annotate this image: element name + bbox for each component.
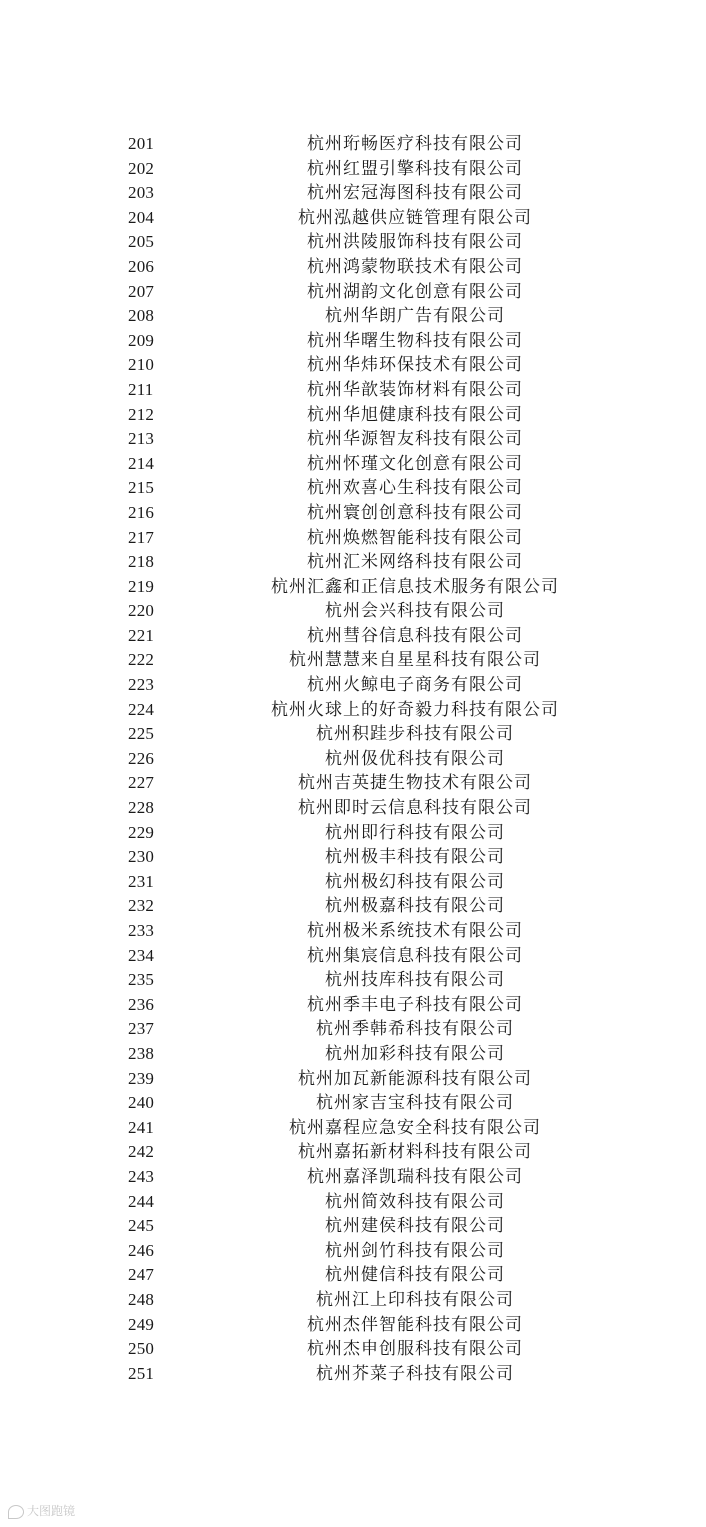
company-name: 杭州健信科技有限公司 [325, 1265, 505, 1286]
list-item [0, 353, 706, 378]
company-name: 杭州泓越供应链管理有限公司 [298, 207, 532, 228]
company-name: 杭州集宸信息科技有限公司 [307, 945, 523, 966]
list-item [0, 181, 706, 206]
row-number: 249 [128, 1314, 155, 1334]
row-number: 226 [128, 748, 155, 768]
company-name: 杭州洪陵服饰科技有限公司 [307, 232, 523, 253]
list-item [0, 1042, 706, 1067]
row-number: 229 [128, 822, 155, 842]
company-name: 杭州华朗广告有限公司 [325, 306, 505, 327]
row-number: 248 [128, 1289, 155, 1309]
list-item [0, 821, 706, 846]
row-number: 244 [128, 1191, 155, 1211]
list-item [0, 1362, 706, 1387]
company-name: 杭州简效科技有限公司 [325, 1191, 505, 1212]
company-name: 杭州即时云信息科技有限公司 [298, 798, 532, 819]
company-name: 杭州杰伴智能科技有限公司 [307, 1314, 523, 1335]
company-name: 杭州湖韵文化创意有限公司 [307, 281, 523, 302]
list-item [0, 329, 706, 354]
row-number: 228 [128, 798, 155, 818]
row-number: 232 [128, 896, 155, 916]
list-item [0, 206, 706, 231]
row-number: 223 [128, 675, 155, 695]
row-number: 237 [128, 1019, 155, 1039]
row-number: 221 [128, 625, 155, 645]
row-number: 239 [128, 1068, 155, 1088]
company-name: 杭州汇米网络科技有限公司 [307, 552, 523, 573]
row-number: 216 [128, 502, 155, 522]
row-number: 242 [128, 1142, 155, 1162]
company-name: 杭州火球上的好奇毅力科技有限公司 [271, 699, 559, 720]
row-number: 211 [128, 379, 154, 399]
company-name: 杭州华旭健康科技有限公司 [307, 404, 523, 425]
list-item [0, 230, 706, 255]
company-name: 杭州吉英捷生物技术有限公司 [298, 773, 532, 794]
company-name: 杭州华歆装饰材料有限公司 [307, 379, 523, 400]
list-item [0, 526, 706, 551]
row-number: 240 [128, 1093, 155, 1113]
row-number: 238 [128, 1043, 155, 1063]
company-name: 杭州江上印科技有限公司 [316, 1289, 514, 1310]
company-name: 杭州华炜环保技术有限公司 [307, 355, 523, 376]
list-item [0, 698, 706, 723]
company-name: 杭州建侯科技有限公司 [325, 1216, 505, 1237]
row-number: 215 [128, 478, 155, 498]
list-item [0, 1263, 706, 1288]
list-item [0, 722, 706, 747]
list-item [0, 870, 706, 895]
list-item [0, 1313, 706, 1338]
row-number: 205 [128, 232, 155, 252]
weibo-icon [8, 1505, 24, 1519]
company-name: 杭州积跬步科技有限公司 [316, 724, 514, 745]
row-number: 202 [128, 158, 155, 178]
list-item [0, 624, 706, 649]
row-number: 250 [128, 1339, 155, 1359]
list-item [0, 1165, 706, 1190]
company-list [0, 132, 706, 1386]
list-item [0, 501, 706, 526]
row-number: 213 [128, 429, 155, 449]
list-item [0, 968, 706, 993]
company-name: 杭州鸿蒙物联技术有限公司 [307, 256, 523, 277]
list-item [0, 845, 706, 870]
row-number: 214 [128, 453, 155, 473]
company-name: 杭州汇鑫和正信息技术服务有限公司 [271, 576, 559, 597]
row-number: 218 [128, 552, 155, 572]
company-name: 杭州会兴科技有限公司 [325, 601, 505, 622]
company-name: 杭州彗谷信息科技有限公司 [307, 625, 523, 646]
list-item [0, 599, 706, 624]
row-number: 219 [128, 576, 155, 596]
row-number: 210 [128, 355, 155, 375]
company-name: 杭州极丰科技有限公司 [325, 847, 505, 868]
row-number: 209 [128, 330, 155, 350]
company-name: 杭州剑竹科技有限公司 [325, 1240, 505, 1261]
list-item [0, 1116, 706, 1141]
row-number: 201 [128, 134, 155, 153]
company-name: 杭州加彩科技有限公司 [325, 1043, 505, 1064]
row-number: 208 [128, 306, 155, 326]
row-number: 245 [128, 1216, 155, 1236]
row-number: 236 [128, 994, 155, 1014]
company-name: 杭州宏冠海图科技有限公司 [307, 183, 523, 204]
row-number: 235 [128, 970, 155, 990]
list-item [0, 673, 706, 698]
company-name: 杭州季韩希科技有限公司 [316, 1019, 514, 1040]
list-item [0, 894, 706, 919]
watermark [8, 1502, 75, 1519]
company-name: 杭州极嘉科技有限公司 [325, 896, 505, 917]
row-number: 220 [128, 601, 155, 621]
list-item [0, 304, 706, 329]
list-item [0, 132, 706, 157]
company-name: 杭州嘉泽凯瑞科技有限公司 [307, 1166, 523, 1187]
row-number: 212 [128, 404, 155, 424]
list-item [0, 648, 706, 673]
list-item [0, 1337, 706, 1362]
row-number: 233 [128, 921, 155, 940]
row-number: 243 [128, 1166, 155, 1186]
company-name: 杭州焕燃智能科技有限公司 [307, 527, 523, 548]
row-number: 230 [128, 847, 155, 867]
list-item [0, 993, 706, 1018]
row-number: 204 [128, 207, 155, 227]
company-name: 杭州即行科技有限公司 [325, 822, 505, 843]
company-name: 杭州寰创创意科技有限公司 [307, 502, 523, 523]
list-item [0, 452, 706, 477]
row-number: 251 [128, 1363, 155, 1383]
list-item [0, 427, 706, 452]
list-item [0, 255, 706, 280]
company-name: 杭州珩畅医疗科技有限公司 [307, 134, 523, 154]
company-name: 杭州芥菜子科技有限公司 [316, 1363, 514, 1384]
list-item [0, 1288, 706, 1313]
list-item [0, 1067, 706, 1092]
list-item [0, 280, 706, 305]
row-number: 246 [128, 1240, 155, 1260]
list-item [0, 944, 706, 969]
list-item [0, 1239, 706, 1264]
list-item [0, 796, 706, 821]
company-name: 杭州杰申创服科技有限公司 [307, 1339, 523, 1360]
list-item [0, 476, 706, 501]
company-name: 杭州嘉程应急安全科技有限公司 [289, 1117, 541, 1138]
list-item [0, 1190, 706, 1215]
row-number: 203 [128, 183, 155, 203]
company-name: 杭州季丰电子科技有限公司 [307, 994, 523, 1015]
row-number: 206 [128, 256, 155, 276]
row-number: 217 [128, 527, 155, 547]
row-number: 207 [128, 281, 155, 301]
company-name: 杭州慧慧来自星星科技有限公司 [289, 650, 541, 671]
list-item [0, 1091, 706, 1116]
company-name: 杭州技库科技有限公司 [325, 970, 505, 991]
row-number: 231 [128, 871, 155, 891]
row-number: 225 [128, 724, 155, 744]
company-name: 杭州华曙生物科技有限公司 [307, 330, 523, 351]
row-number: 227 [128, 773, 155, 793]
list-item [0, 747, 706, 772]
company-name: 杭州红盟引擎科技有限公司 [307, 158, 523, 179]
company-name: 杭州火鲸电子商务有限公司 [307, 675, 523, 696]
list-item [0, 919, 706, 944]
company-name: 杭州华源智友科技有限公司 [307, 429, 523, 450]
row-number: 241 [128, 1117, 155, 1137]
company-name: 杭州欢喜心生科技有限公司 [307, 478, 523, 499]
list-item [0, 378, 706, 403]
list-item [0, 403, 706, 428]
list-item [0, 550, 706, 575]
company-name: 杭州极幻科技有限公司 [325, 871, 505, 892]
row-number: 234 [128, 945, 155, 965]
list-item [0, 1017, 706, 1042]
company-name: 杭州家吉宝科技有限公司 [316, 1093, 514, 1114]
list-item [0, 157, 706, 182]
company-name: 杭州加瓦新能源科技有限公司 [298, 1068, 532, 1089]
list-item [0, 575, 706, 600]
company-name: 杭州伋优科技有限公司 [325, 748, 505, 769]
list-item [0, 1140, 706, 1165]
row-number: 222 [128, 650, 155, 670]
list-item [0, 771, 706, 796]
company-name: 杭州怀瑾文化创意有限公司 [307, 453, 523, 474]
row-number: 224 [128, 699, 155, 719]
list-item [0, 1214, 706, 1239]
watermark-text: 大图跑镜 [27, 1504, 76, 1518]
row-number: 247 [128, 1265, 155, 1285]
company-name: 杭州嘉拓新材料科技有限公司 [298, 1142, 532, 1163]
company-name: 杭州极米系统技术有限公司 [307, 921, 523, 941]
